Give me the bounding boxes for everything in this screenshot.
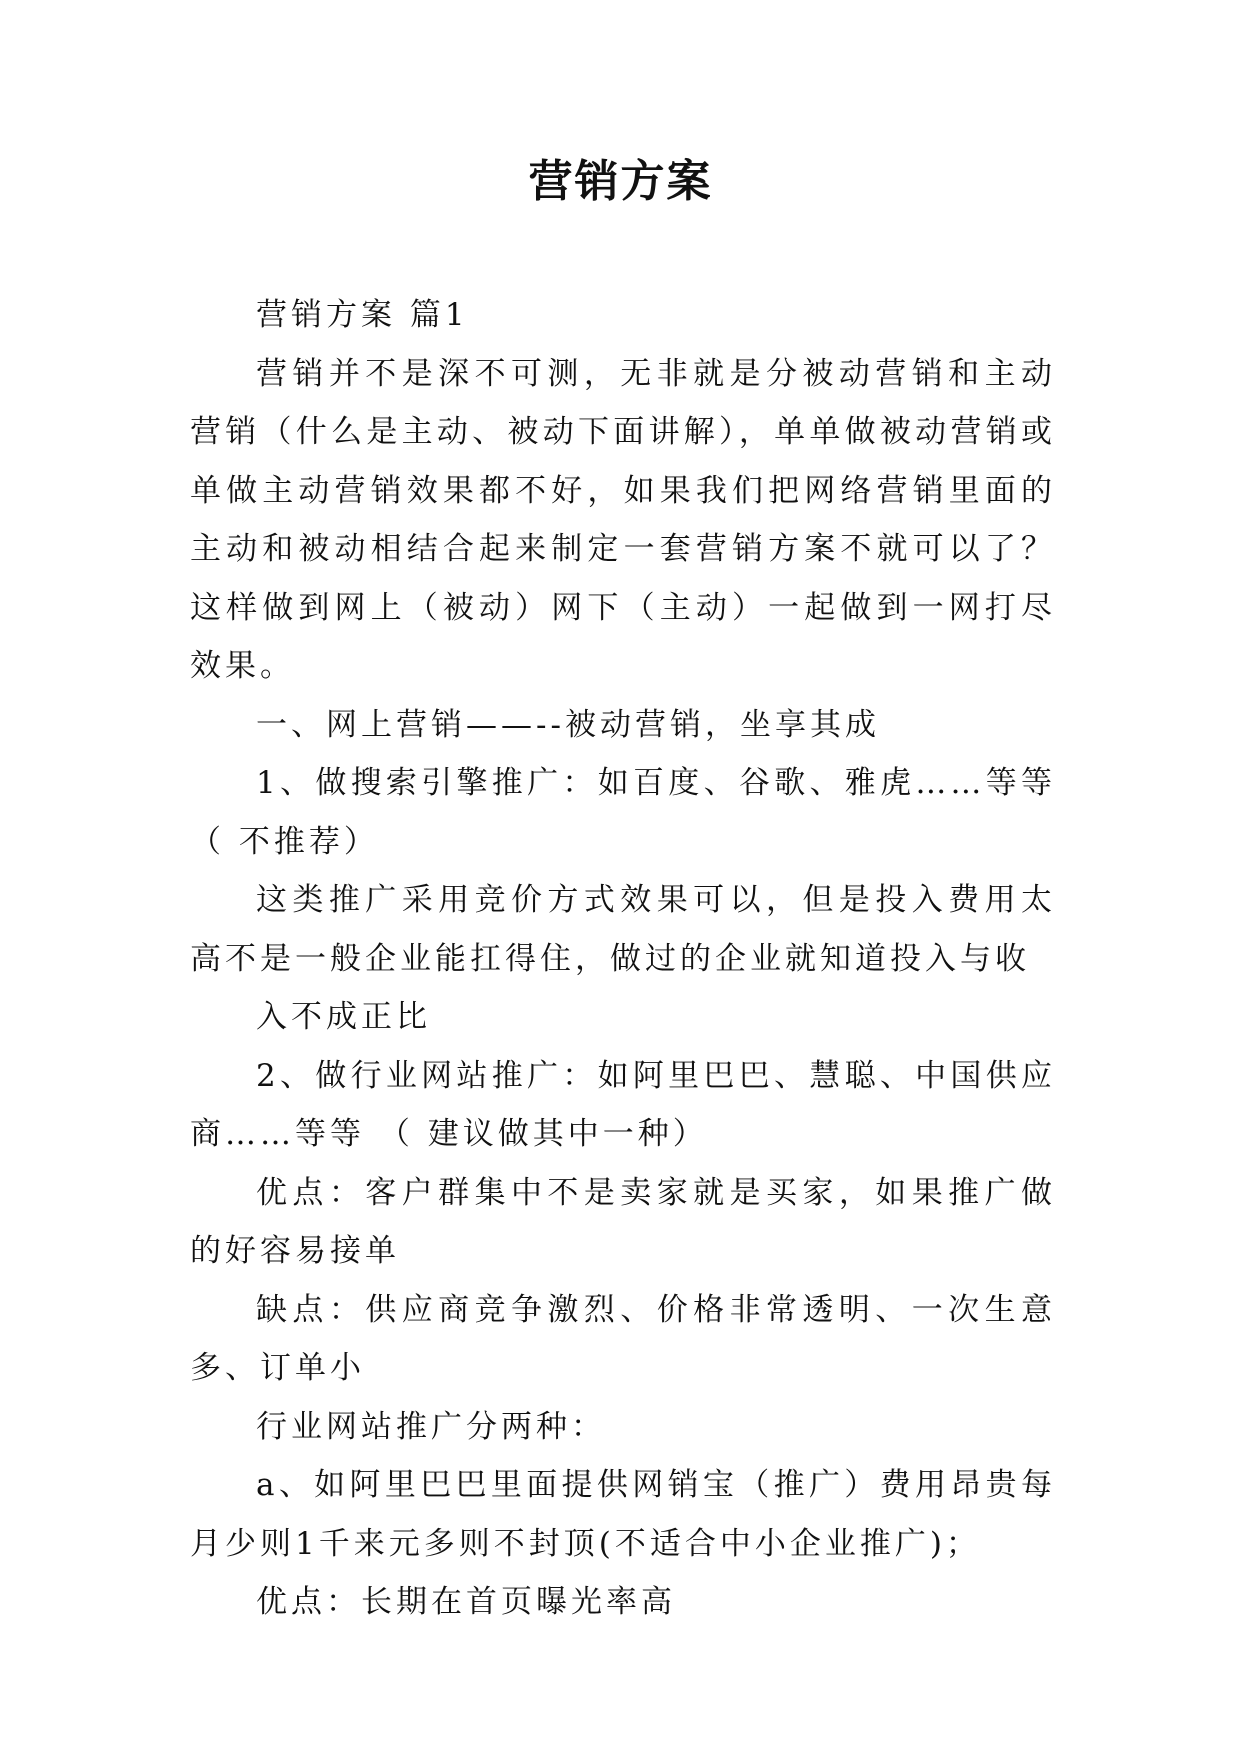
section-heading: 营销方案 篇1 [256,297,469,333]
list-item: 1、做搜索引擎推广：如百度、谷歌、雅虎……等等（ 不推荐） [190,765,1056,860]
paragraph: 缺点：供应商竞争激烈、价格非常透明、一次生意多、订单小 [190,1291,1056,1386]
list-item: 2、做行业网站推广：如阿里巴巴、慧聪、中国供应商……等等 （ 建议做其中一种） [190,1057,1056,1152]
list-item: a、如阿里巴巴里面提供网销宝（推广）费用昂贵每月少则1千来元多则不封顶(不适合中小企业推广)； [190,1467,1056,1562]
paragraph: 营销并不是深不可测，无非就是分被动营销和主动营销（什么是主动、被动下面讲解），单单做被动营销或单做主动营销效果都不好，如果我们把网络营销里面的主动和被动相结合起来制定一套营销方案不就可以了？这样做到网上（被动）网下（主动）一起做到一网打尽效果。 [190,355,1056,684]
section-heading: 一、网上营销——--被动营销，坐享其成 [256,706,880,743]
paragraph: 优点：长期在首页曝光率高 [256,1584,676,1620]
paragraph: 入不成正比 [256,999,431,1035]
paragraph: 行业网站推广分两种： [256,1408,606,1445]
document-title: 营销方案 [528,156,713,207]
document-body [190,286,1056,1632]
paragraph: 优点：客户群集中不是卖家就是买家，如果推广做的好容易接单 [190,1174,1056,1269]
paragraph: 这类推广采用竞价方式效果可以，但是投入费用太高不是一般企业能扛得住，做过的企业就知道投入与收 [190,882,1056,977]
